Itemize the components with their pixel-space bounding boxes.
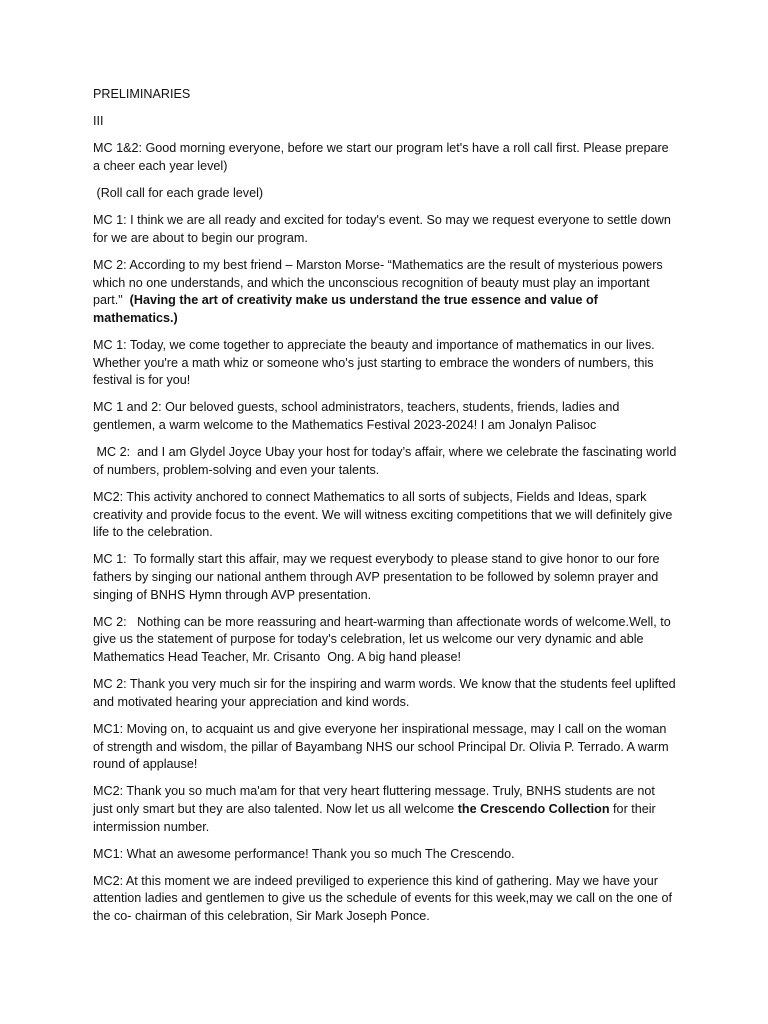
paragraph-text: MC2: At this moment we are indeed previliged to experience this kind of gathering. May we have your attention ladies and gentlemen to give us the schedule of events for this week,may we call on the one of the co- chairman of this celebration, Sir Mark Joseph Ponce. <box>93 873 672 924</box>
paragraph-text: MC 2: Nothing can be more reassuring and heart-warming than affectionate words of welcome.Well, to give us the statement of purpose for today's celebration, let us welcome our very dynamic and able Mathematics Head Teacher, Mr. Crisanto Ong. A big hand please! <box>93 614 675 664</box>
script-paragraph <box>93 257 677 327</box>
paragraph-bold-text: the Crescendo Collection <box>457 801 610 816</box>
script-paragraph <box>93 551 677 604</box>
paragraph-text: MC 2: According to my best friend – Marston Morse- “Mathematics are the result of mysterious powers which no one understands, and which the unconscious recognition of beauty must play an important part." <box>93 258 667 308</box>
script-paragraph <box>93 676 677 711</box>
script-paragraph <box>93 614 677 667</box>
paragraph-bold-text: (Having the art of creativity make us understand the true essence and value of mathematics.) <box>93 293 598 325</box>
paragraph-text: MC 1: I think we are all ready and excited for today's event. So may we request everyone to settle down for we are about to begin our program. <box>93 213 671 245</box>
paragraph-text: MC 1: Today, we come together to appreciate the beauty and importance of mathematics in our lives. Whether you're a math whiz or someone who's just starting to embrace the wonders of numbers, this festival is for you! <box>93 338 655 388</box>
script-paragraph <box>93 873 677 926</box>
paragraph-text: MC1: What an awesome performance! Thank you so much The Crescendo. <box>93 846 515 861</box>
paragraph-text: MC 1&2: Good morning everyone, before we start our program let's have a roll call first. Please prepare a cheer each year level) <box>93 141 669 173</box>
paragraph-text: MC 1: To formally start this affair, may we request everybody to please stand to give honor to our fore fathers by singing our national anthem through AVP presentation to be followed by solemn prayer and singing of BNHS Hymn through AVP presentation. <box>93 552 664 602</box>
section-number: III <box>93 114 104 129</box>
script-paragraph <box>93 489 677 542</box>
document-page <box>93 86 680 935</box>
script-paragraph <box>93 846 677 864</box>
script-paragraph <box>93 140 677 175</box>
paragraph-text: MC2: Thank you so much ma'am for that very heart fluttering message. Truly, BNHS students are not just only smart but they are also talented. Now let us all welcome <box>93 784 655 816</box>
script-paragraph <box>93 399 677 434</box>
paragraph-text: MC 2: Thank you very much sir for the inspiring and warm words. We know that the students feel uplifted and motivated hearing your appreciation and kind words. <box>93 677 676 709</box>
script-paragraph <box>93 337 677 390</box>
paragraph-text: (Roll call for each grade level) <box>93 186 264 201</box>
paragraph-text: MC1: Moving on, to acquaint us and give everyone her inspirational message, may I call on the woman of strength and wisdom, the pillar of Bayambang NHS our school Principal Dr. Olivia P. Terrado. A warm round of applause! <box>93 721 669 772</box>
script-paragraph <box>93 212 677 247</box>
paragraph-text: MC2: This activity anchored to connect Mathematics to all sorts of subjects, Fields and Ideas, spark creativity and provide focus to the event. We will witness exciting competitions that we will definitely give life to the celebration. <box>93 490 673 540</box>
paragraph-text: MC 2: and I am Glydel Joyce Ubay your host for today’s affair, where we celebrate the fascinating world of numbers, problem-solving and even your talents. <box>93 445 680 477</box>
paragraph-text: MC 1 and 2: Our beloved guests, school administrators, teachers, students, friends, ladies and gentlemen, a warm welcome to the Mathematics Festival 2023-2024! I am Jonalyn Palisoc <box>93 400 620 433</box>
script-paragraph <box>93 783 677 836</box>
paragraph-text-after: for their intermission number. <box>93 801 656 834</box>
script-paragraph <box>93 721 677 774</box>
script-paragraph <box>93 185 677 203</box>
script-paragraph <box>93 444 680 479</box>
document-heading: PRELIMINARIES <box>93 87 191 101</box>
